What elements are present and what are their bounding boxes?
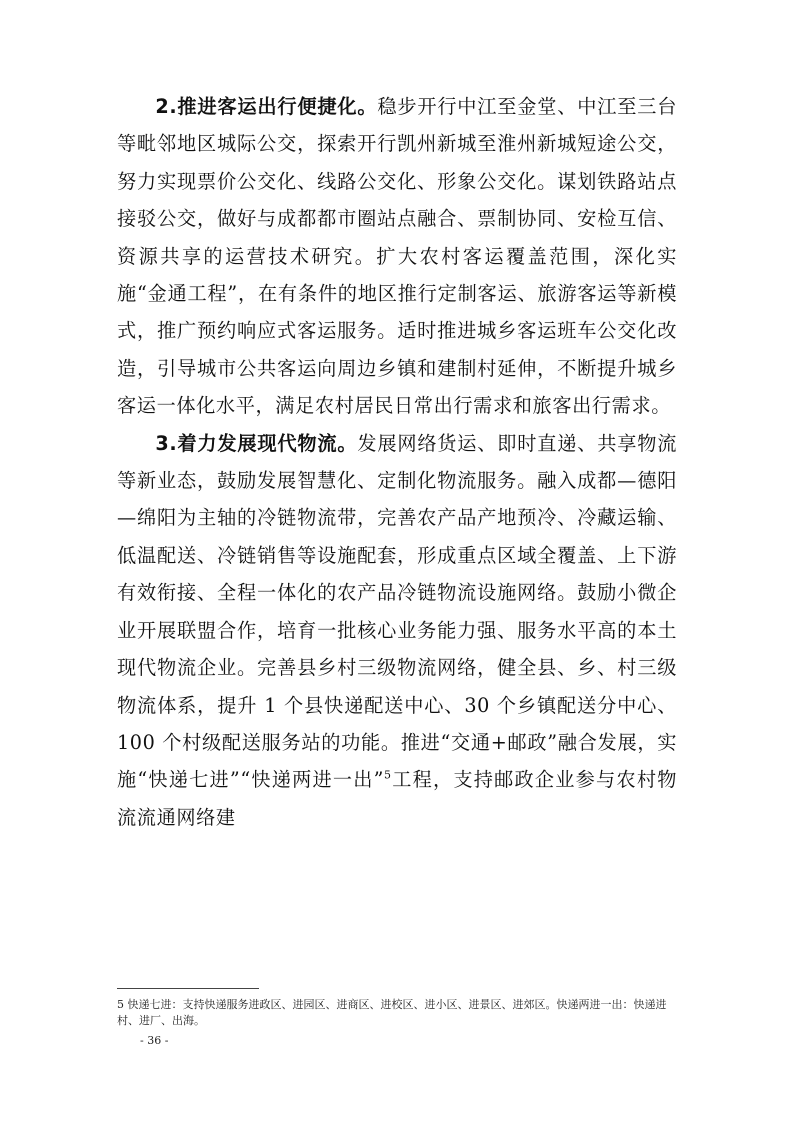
paragraph-text: 稳步开行中江至金堂、中江至三台等毗邻地区城际公交，探索开行凯州新城至淮州新城短途公交，努力实现票价公交化、线路公交化、形象公交化。谋划铁路站点接驳公交，做好与成都都市圈站点融合、票制协同、安检互信、资源共享的运营技术研究。扩大农村客运覆盖范围，深化实施“金通工程”，在有条件的地区推行定制客运、旅游客运等新模式，推广预约响应式客运服务。适时推进城乡客运班车公交化改造，引导城市公共客运向周边乡镇和建制村延伸，不断提升城乡客运一体化水平，满足农村居民日常出行需求和旅客出行需求。	[117, 95, 677, 418]
footnote-marker[interactable]: 5	[384, 768, 392, 782]
section-heading-modern-logistics: 3.着力发展现代物流。	[155, 431, 358, 455]
paragraph-modern-logistics	[117, 425, 677, 836]
body-text	[117, 88, 677, 836]
section-heading-passenger-transport: 2.推进客运出行便捷化。	[155, 95, 378, 118]
paragraph-text-continued: 工程，支持邮政企业参与农村物流流通网络建	[117, 768, 677, 829]
paragraph-passenger-transport	[117, 88, 677, 425]
paragraph-text: 发展网络货运、即时直递、共享物流等新业态，鼓励发展智慧化、定制化物流服务。融入成都—德阳—绵阳为主轴的冷链物流带，完善农产品产地预冷、冷藏运输、低温配送、冷链销售等设施配套，形成重点区域全覆盖、上下游有效衔接、全程一体化的农产品冷链物流设施网络。鼓励小微企业开展联盟合作，培育一批核心业务能力强、服务水平高的本土现代物流企业。完善县乡村三级物流网络，健全县、乡、村三级物流体系，提升 1 个县快递配送中心、30 个乡镇配送分中心、100 个村级配送服务站的功能。推进“交通+邮政”融合发展，实施“快递七进”“快递两进一出”	[117, 431, 677, 792]
page-number: - 36 -	[140, 1034, 169, 1047]
footnote-divider	[117, 988, 259, 989]
footnote: 5 快递七进：支持快递服务进政区、进园区、进商区、进校区、进小区、进景区、进郊区。快递两进一出：快递进村、进厂、出海。	[117, 998, 667, 1027]
